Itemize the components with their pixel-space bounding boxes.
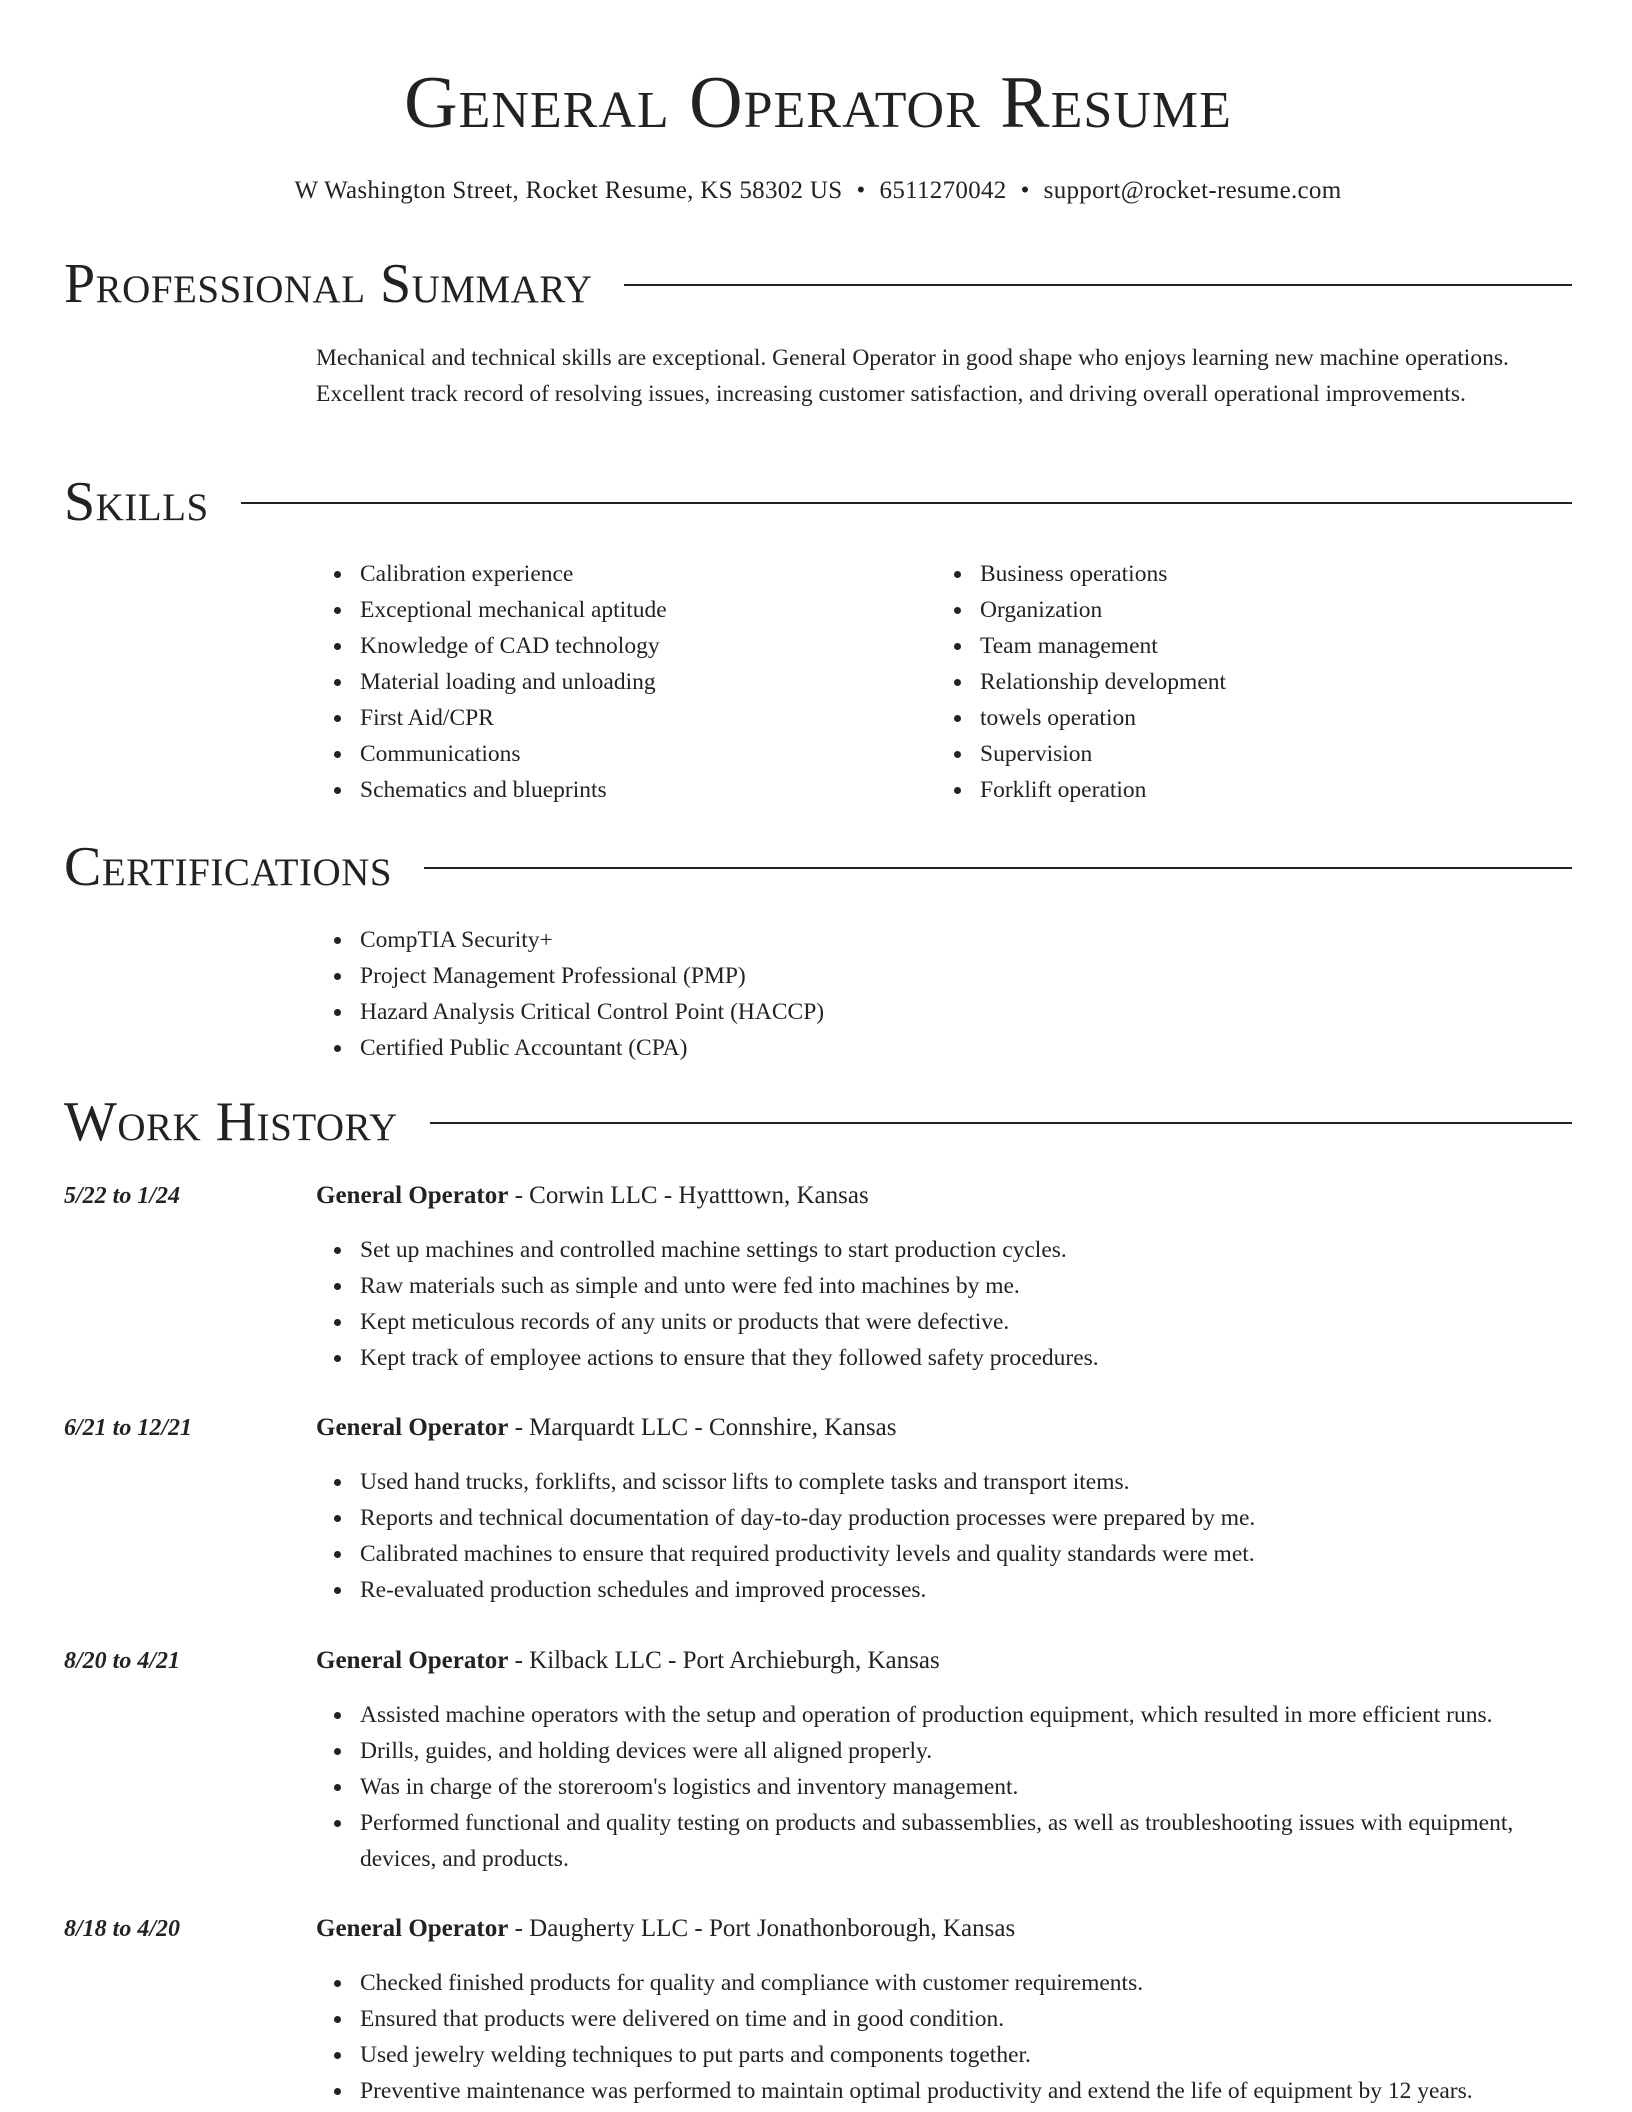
contact-email: support@rocket-resume.com [1043, 177, 1342, 204]
summary-heading: Professional Summary [64, 253, 593, 315]
section-divider [624, 284, 1572, 286]
list-item: Calibration experience [360, 556, 916, 592]
job-duties [316, 1464, 1572, 1608]
job-company: - Marquardt LLC - Connshire, Kansas [508, 1414, 897, 1441]
skills-list-left [316, 556, 916, 808]
job-duties [316, 1965, 1572, 2109]
list-item: Team management [980, 628, 1536, 664]
contact-separator: • [856, 177, 866, 204]
list-item: Performed functional and quality testing on products and subassemblies, as well as troubleshooting issues with equipment, devices, and products. [360, 1805, 1572, 1877]
list-item: CompTIA Security+ [360, 922, 1572, 958]
list-item: Raw materials such as simple and unto were fed into machines by me. [360, 1268, 1572, 1304]
list-item: Relationship development [980, 664, 1536, 700]
list-item: Organization [980, 592, 1536, 628]
list-item: Project Management Professional (PMP) [360, 958, 1572, 994]
skills-column-left [316, 556, 916, 808]
job-company: - Kilback LLC - Port Archieburgh, Kansas [508, 1647, 940, 1674]
list-item: Forklift operation [980, 772, 1536, 808]
job-company: - Corwin LLC - Hyatttown, Kansas [508, 1182, 869, 1209]
list-item: Checked finished products for quality and compliance with customer requirements. [360, 1965, 1572, 2001]
list-item: Used hand trucks, forklifts, and scissor lifts to complete tasks and transport items. [360, 1464, 1572, 1500]
list-item: Kept meticulous records of any units or products that were defective. [360, 1304, 1572, 1340]
job-company: - Daugherty LLC - Port Jonathonborough, Kansas [508, 1915, 1016, 1942]
skills-list-right [936, 556, 1536, 808]
job-dates: 5/22 to 1/24 [64, 1183, 181, 1209]
job-heading [316, 1410, 896, 1446]
certifications-heading: Certifications [64, 836, 393, 898]
job-dates: 8/20 to 4/21 [64, 1648, 181, 1674]
list-item: Used jewelry welding techniques to put parts and components together. [360, 2037, 1572, 2073]
list-item: Preventive maintenance was performed to maintain optimal productivity and extend the life of equipment by 12 years. [360, 2073, 1572, 2109]
work-heading: Work History [64, 1091, 398, 1153]
job-title: General Operator [316, 1182, 509, 1209]
list-item: Set up machines and controlled machine settings to start production cycles. [360, 1232, 1572, 1268]
list-item: Business operations [980, 556, 1536, 592]
list-item: Material loading and unloading [360, 664, 916, 700]
job-title: General Operator [316, 1414, 509, 1441]
job-heading [316, 1178, 869, 1214]
list-item: Knowledge of CAD technology [360, 628, 916, 664]
job-duties-list [316, 1965, 1572, 2109]
list-item: Calibrated machines to ensure that required productivity levels and quality standards were met. [360, 1536, 1572, 1572]
contact-separator: • [1020, 177, 1030, 204]
list-item: towels operation [980, 700, 1536, 736]
list-item: Assisted machine operators with the setup and operation of production equipment, which resulted in more efficient runs. [360, 1697, 1572, 1733]
certifications-list [316, 922, 1572, 1066]
contact-phone: 6511270042 [879, 177, 1007, 204]
certifications-body [316, 922, 1572, 1066]
section-divider [430, 1122, 1572, 1124]
contact-address: W Washington Street, Rocket Resume, KS 58302 US [294, 177, 843, 204]
list-item: Supervision [980, 736, 1536, 772]
resume-title: General Operator Resume [404, 62, 1232, 144]
certifications-section-header [64, 835, 1572, 899]
list-item: Reports and technical documentation of day-to-day production processes were prepared by me. [360, 1500, 1572, 1536]
list-item: First Aid/CPR [360, 700, 916, 736]
skills-column-right [936, 556, 1536, 808]
job-dates: 6/21 to 12/21 [64, 1415, 193, 1441]
job-duties-list [316, 1232, 1572, 1376]
section-divider [424, 867, 1572, 869]
job-dates: 8/18 to 4/20 [64, 1916, 181, 1942]
job-heading [316, 1911, 1015, 1947]
list-item: Hazard Analysis Critical Control Point (HACCP) [360, 994, 1572, 1030]
skills-heading: Skills [64, 471, 209, 533]
list-item: Certified Public Accountant (CPA) [360, 1030, 1572, 1066]
job-duties-list [316, 1697, 1572, 1877]
job-duties-list [316, 1464, 1572, 1608]
contact-line [64, 174, 1572, 208]
section-divider [241, 502, 1572, 504]
list-item: Schematics and blueprints [360, 772, 916, 808]
list-item: Kept track of employee actions to ensure that they followed safety procedures. [360, 1340, 1572, 1376]
summary-section-header [64, 252, 1572, 316]
job-title: General Operator [316, 1915, 509, 1942]
summary-body [316, 340, 1572, 412]
job-duties [316, 1697, 1572, 1877]
list-item: Communications [360, 736, 916, 772]
job-duties [316, 1232, 1572, 1376]
job-heading [316, 1643, 940, 1679]
list-item: Was in charge of the storeroom's logistics and inventory management. [360, 1769, 1572, 1805]
job-title: General Operator [316, 1647, 509, 1674]
work-section-header [64, 1090, 1572, 1154]
list-item: Ensured that products were delivered on time and in good condition. [360, 2001, 1572, 2037]
list-item: Re-evaluated production schedules and improved processes. [360, 1572, 1572, 1608]
skills-section-header [64, 470, 1572, 534]
list-item: Exceptional mechanical aptitude [360, 592, 916, 628]
summary-text: Mechanical and technical skills are exceptional. General Operator in good shape who enjoys learning new machine operations. Excellent track record of resolving issues, increasing customer satisfaction, and driving overall operational improvements. [316, 345, 1509, 407]
list-item: Drills, guides, and holding devices were all aligned properly. [360, 1733, 1572, 1769]
